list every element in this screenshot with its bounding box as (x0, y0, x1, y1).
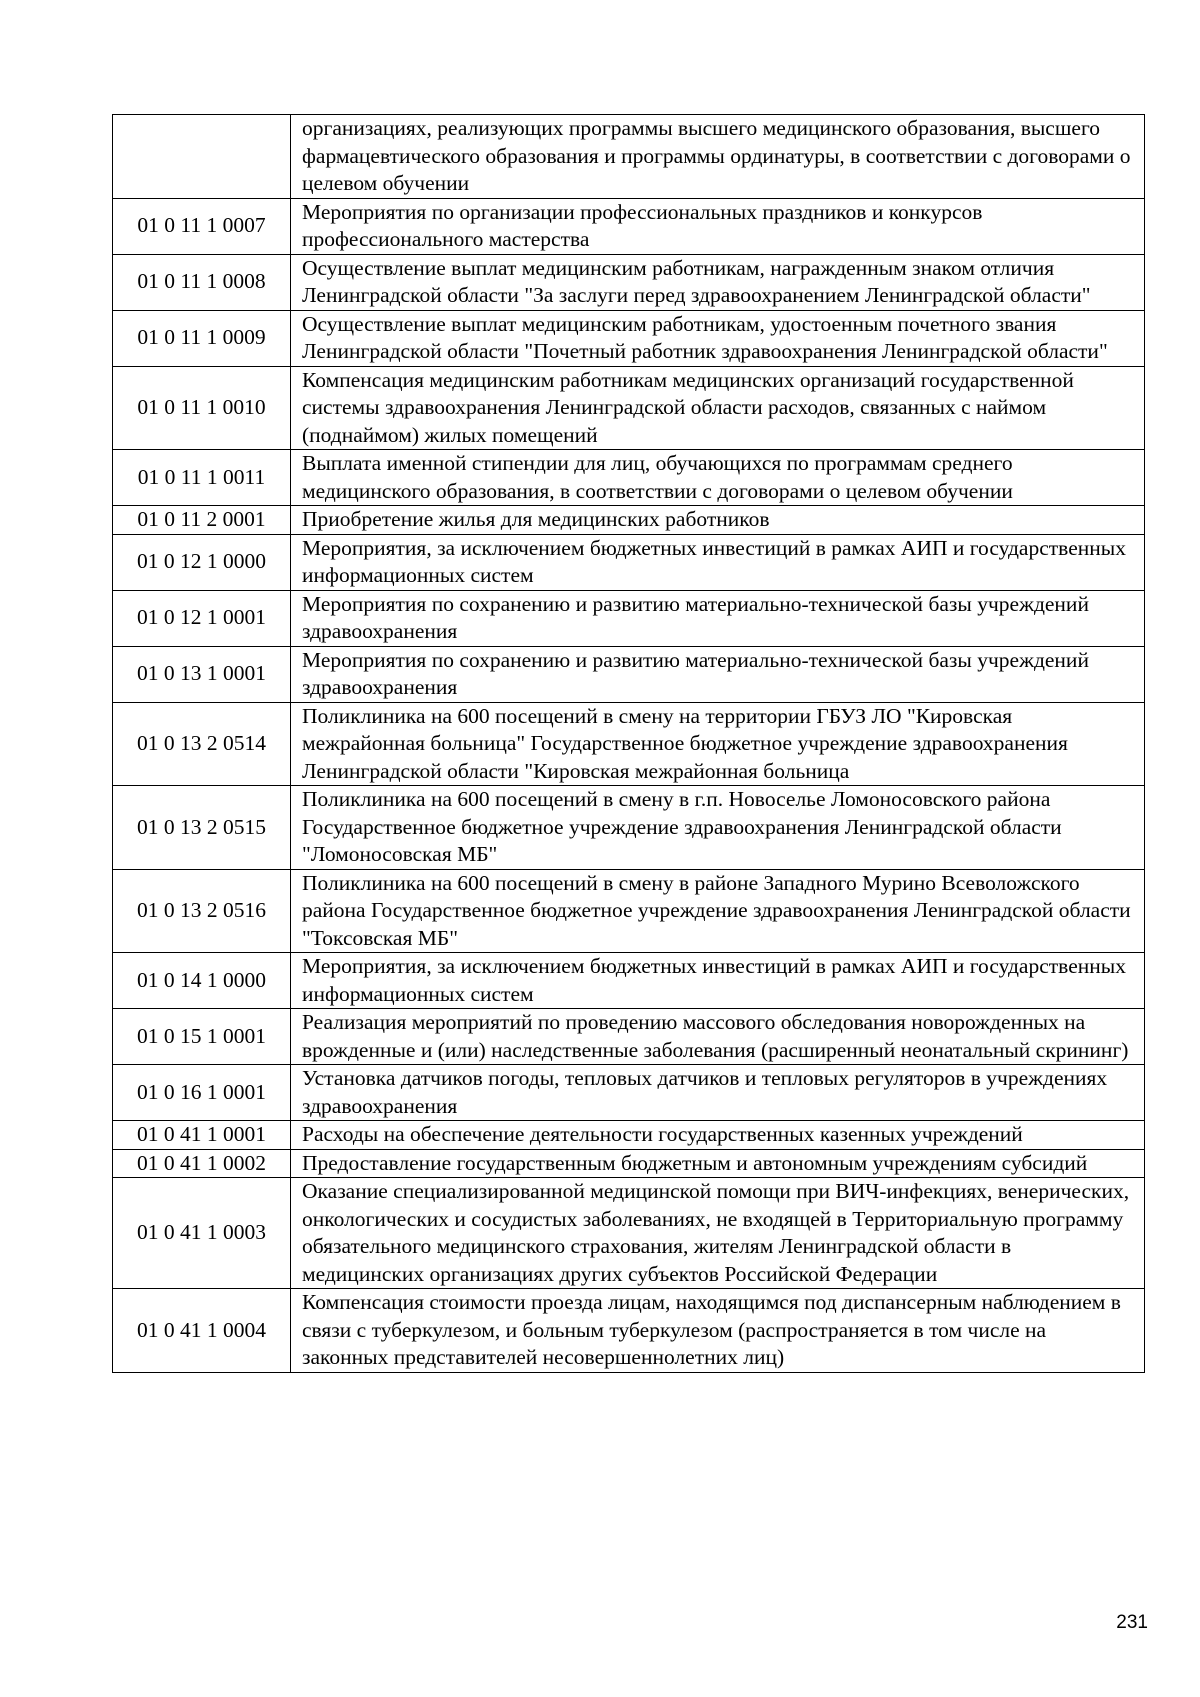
table-row (113, 450, 1145, 506)
table-row (113, 1121, 1145, 1150)
row-code: 01 0 41 1 0003 (113, 1178, 291, 1289)
row-description: Мероприятия по организации профессиональных праздников и конкурсов профессионального мастерства (291, 198, 1145, 254)
table-row (113, 115, 1145, 199)
table-row (113, 702, 1145, 786)
table-row (113, 310, 1145, 366)
row-code: 01 0 13 2 0514 (113, 702, 291, 786)
row-description: Установка датчиков погоды, тепловых датчиков и тепловых регуляторов в учреждениях здравоохранения (291, 1065, 1145, 1121)
row-code: 01 0 13 2 0515 (113, 786, 291, 870)
table-body (113, 115, 1145, 1373)
row-code: 01 0 11 2 0001 (113, 506, 291, 535)
table-row (113, 254, 1145, 310)
row-description: Расходы на обеспечение деятельности государственных казенных учреждений (291, 1121, 1145, 1150)
row-description: Оказание специализированной медицинской помощи при ВИЧ-инфекциях, венерических, онкологических и сосудистых заболеваниях, не входящей в Территориальную программу обязательного медицинского страхования, жителям Ленинградской области в медицинских организациях других субъектов Российской Федерации (291, 1178, 1145, 1289)
row-description: Предоставление государственным бюджетным и автономным учреждениям субсидий (291, 1149, 1145, 1178)
table-row (113, 646, 1145, 702)
row-description: Мероприятия по сохранению и развитию материально-технической базы учреждений здравоохранения (291, 646, 1145, 702)
table-row (113, 1009, 1145, 1065)
row-description: Поликлиника на 600 посещений в смену в г.п. Новоселье Ломоносовского района Государственное бюджетное учреждение здравоохранения Ленинградской области "Ломоносовская МБ" (291, 786, 1145, 870)
row-code: 01 0 11 1 0009 (113, 310, 291, 366)
row-code: 01 0 14 1 0000 (113, 953, 291, 1009)
row-description: Осуществление выплат медицинским работникам, удостоенным почетного звания Ленинградской области "Почетный работник здравоохранения Ленинградской области" (291, 310, 1145, 366)
row-description: Выплата именной стипендии для лиц, обучающихся по программам среднего медицинского образования, в соответствии с договорами о целевом обучении (291, 450, 1145, 506)
row-description: Реализация мероприятий по проведению массового обследования новорожденных на врожденные и (или) наследственные заболевания (расширенный неонатальный скрининг) (291, 1009, 1145, 1065)
row-description: Приобретение жилья для медицинских работников (291, 506, 1145, 535)
row-code: 01 0 12 1 0000 (113, 534, 291, 590)
row-code: 01 0 12 1 0001 (113, 590, 291, 646)
page-number: 231 (1116, 1612, 1148, 1633)
row-description: Компенсация медицинским работникам медицинских организаций государственной системы здравоохранения Ленинградской области расходов, связанных с наймом (поднаймом) жилых помещений (291, 366, 1145, 450)
row-code: 01 0 41 1 0002 (113, 1149, 291, 1178)
table-row (113, 506, 1145, 535)
row-code: 01 0 15 1 0001 (113, 1009, 291, 1065)
row-description: организациях, реализующих программы высшего медицинского образования, высшего фармацевтического образования и программы ординатуры, в соответствии с договорами о целевом обучении (291, 115, 1145, 199)
budget-codes-table (112, 114, 1145, 1373)
table-row (113, 534, 1145, 590)
row-description: Мероприятия по сохранению и развитию материально-технической базы учреждений здравоохранения (291, 590, 1145, 646)
table-row (113, 869, 1145, 953)
row-description: Мероприятия, за исключением бюджетных инвестиций в рамках АИП и государственных информационных систем (291, 953, 1145, 1009)
row-code: 01 0 13 2 0516 (113, 869, 291, 953)
row-code: 01 0 41 1 0004 (113, 1289, 291, 1373)
table-row (113, 590, 1145, 646)
row-code (113, 115, 291, 199)
row-description: Мероприятия, за исключением бюджетных инвестиций в рамках АИП и государственных информационных систем (291, 534, 1145, 590)
row-code: 01 0 16 1 0001 (113, 1065, 291, 1121)
table-row (113, 1289, 1145, 1373)
row-code: 01 0 11 1 0011 (113, 450, 291, 506)
row-description: Поликлиника на 600 посещений в смену на территории ГБУЗ ЛО "Кировская межрайонная больница" Государственное бюджетное учреждение здравоохранения Ленинградской области "Кировская межрайонная больница (291, 702, 1145, 786)
row-code: 01 0 11 1 0008 (113, 254, 291, 310)
table-row (113, 1065, 1145, 1121)
row-description: Компенсация стоимости проезда лицам, находящимся под диспансерным наблюдением в связи с туберкулезом, и больным туберкулезом (распространяется в том числе на законных представителей несовершеннолетних лиц) (291, 1289, 1145, 1373)
row-code: 01 0 11 1 0010 (113, 366, 291, 450)
table-row (113, 953, 1145, 1009)
table-row (113, 786, 1145, 870)
row-code: 01 0 41 1 0001 (113, 1121, 291, 1150)
table-row (113, 1149, 1145, 1178)
row-code: 01 0 11 1 0007 (113, 198, 291, 254)
table-row (113, 366, 1145, 450)
row-description: Поликлиника на 600 посещений в смену в районе Западного Мурино Всеволожского района Государственное бюджетное учреждение здравоохранения Ленинградской области "Токсовская МБ" (291, 869, 1145, 953)
table-row (113, 198, 1145, 254)
table-row (113, 1178, 1145, 1289)
row-description: Осуществление выплат медицинским работникам, награжденным знаком отличия Ленинградской области "За заслуги перед здравоохранением Ленинградской области" (291, 254, 1145, 310)
row-code: 01 0 13 1 0001 (113, 646, 291, 702)
